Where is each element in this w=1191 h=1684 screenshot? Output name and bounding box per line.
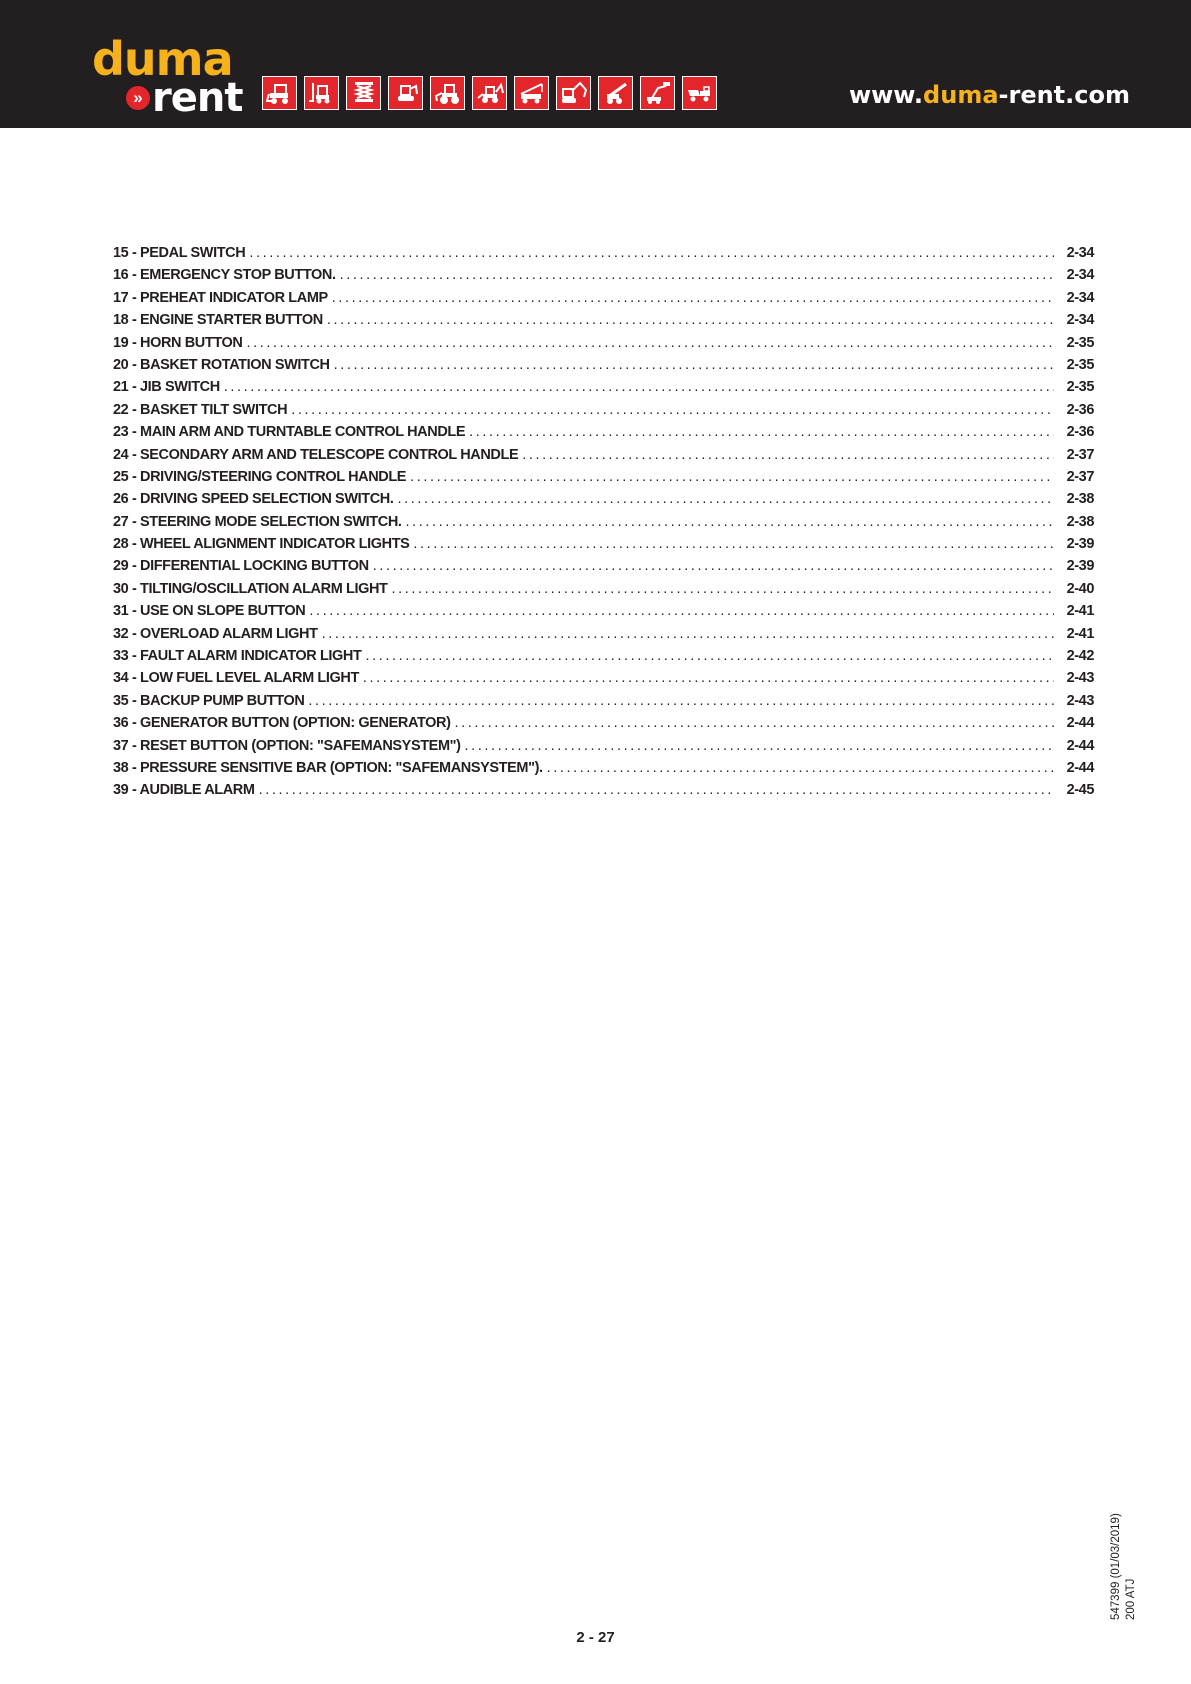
url-prefix: www. xyxy=(848,81,924,109)
page-number: 2 - 27 xyxy=(576,1629,615,1646)
toc-dot-leader xyxy=(327,309,1054,331)
toc-entry-title: 17 - PREHEAT INDICATOR LAMP xyxy=(113,289,328,306)
toc-dot-leader xyxy=(334,354,1054,376)
toc-entry-page: 2-41 xyxy=(1066,603,1094,620)
toc-entry-page: 2-35 xyxy=(1066,379,1094,396)
page-header xyxy=(0,0,1191,128)
excavator-icon xyxy=(556,76,591,110)
logo-rent-text: rent xyxy=(152,75,243,121)
toc-dot-leader xyxy=(397,488,1054,510)
toc-entry[interactable] xyxy=(113,376,1094,398)
toc-entry-title: 33 - FAULT ALARM INDICATOR LIGHT xyxy=(113,648,362,665)
toc-entry-page: 2-39 xyxy=(1066,558,1094,575)
toc-dot-leader xyxy=(410,466,1054,488)
toc-entry-title: 28 - WHEEL ALIGNMENT INDICATOR LIGHTS xyxy=(113,536,410,553)
doc-ref-line: 547399 (01/03/2019) xyxy=(1110,1513,1122,1620)
toc-entry-page: 2-36 xyxy=(1066,424,1094,441)
toc-entry-page: 2-34 xyxy=(1066,245,1094,261)
mini-excavator-icon xyxy=(388,76,423,110)
model-ref-line: 200 ATJ xyxy=(1125,1578,1137,1620)
telehandler-icon xyxy=(598,76,633,110)
toc-dot-leader xyxy=(413,533,1054,555)
toc-entry-title: 27 - STEERING MODE SELECTION SWITCH. xyxy=(113,513,402,530)
toc-entry[interactable] xyxy=(113,757,1094,779)
toc-entry-title: 16 - EMERGENCY STOP BUTTON. xyxy=(113,267,336,284)
toc-entry[interactable] xyxy=(113,511,1094,533)
toc-entry-page: 2-35 xyxy=(1066,334,1094,351)
toc-entry-title: 21 - JIB SWITCH xyxy=(113,379,220,396)
toc-dot-leader xyxy=(547,757,1054,779)
toc-entry-title: 37 - RESET BUTTON (OPTION: "SAFEMANSYSTEM") xyxy=(113,737,461,754)
toc-entry[interactable] xyxy=(113,690,1094,712)
toc-entry-page: 2-44 xyxy=(1066,759,1094,776)
toc-entry-page: 2-38 xyxy=(1066,513,1094,530)
toc-entry-title: 24 - SECONDARY ARM AND TELESCOPE CONTROL HANDLE xyxy=(113,446,519,463)
toc-entry-page: 2-44 xyxy=(1066,737,1094,754)
toc-dot-leader xyxy=(392,578,1054,600)
toc-dot-leader xyxy=(332,287,1054,309)
toc-entry[interactable] xyxy=(113,466,1094,488)
boom-lift-icon xyxy=(640,76,675,110)
table-of-contents xyxy=(113,242,1094,802)
toc-dot-leader xyxy=(522,444,1054,466)
toc-entry-page: 2-37 xyxy=(1066,446,1094,463)
toc-entry-page: 2-43 xyxy=(1066,692,1094,709)
backhoe-icon xyxy=(472,76,507,110)
toc-entry[interactable] xyxy=(113,645,1094,667)
toc-entry-title: 29 - DIFFERENTIAL LOCKING BUTTON xyxy=(113,558,369,575)
toc-entry[interactable] xyxy=(113,712,1094,734)
toc-entry[interactable] xyxy=(113,332,1094,354)
toc-entry[interactable] xyxy=(113,354,1094,376)
toc-dot-leader xyxy=(308,690,1054,712)
toc-entry-title: 35 - BACKUP PUMP BUTTON xyxy=(113,692,305,709)
toc-entry-title: 36 - GENERATOR BUTTON (OPTION: GENERATOR) xyxy=(113,715,451,732)
wheel-loader-icon xyxy=(430,76,465,110)
toc-dot-leader xyxy=(469,421,1054,443)
toc-entry-title: 39 - AUDIBLE ALARM xyxy=(113,782,255,799)
toc-entry-page: 2-34 xyxy=(1066,267,1094,284)
toc-entry-title: 31 - USE ON SLOPE BUTTON xyxy=(113,603,306,620)
toc-dot-leader xyxy=(322,623,1054,645)
toc-entry-title: 34 - LOW FUEL LEVEL ALARM LIGHT xyxy=(113,670,359,687)
logo-chevron-icon: » xyxy=(126,86,150,110)
toc-entry-title: 26 - DRIVING SPEED SELECTION SWITCH. xyxy=(113,491,394,508)
toc-entry-title: 19 - HORN BUTTON xyxy=(113,334,243,351)
dumper-icon xyxy=(682,76,717,110)
toc-entry-title: 22 - BASKET TILT SWITCH xyxy=(113,401,288,418)
url-suffix: -rent.com xyxy=(998,81,1130,109)
toc-entry-title: 38 - PRESSURE SENSITIVE BAR (OPTION: "SAFEMANSYSTEM"). xyxy=(113,759,543,776)
toc-entry[interactable] xyxy=(113,555,1094,577)
toc-entry-page: 2-37 xyxy=(1066,468,1094,485)
toc-entry-page: 2-44 xyxy=(1066,715,1094,732)
logo-duma-text: duma xyxy=(92,32,233,86)
document-reference xyxy=(1109,1513,1139,1620)
toc-entry-page: 2-35 xyxy=(1066,356,1094,373)
toc-dot-leader xyxy=(249,242,1054,264)
url-highlight: duma xyxy=(923,81,999,109)
toc-entry-page: 2-41 xyxy=(1066,625,1094,642)
duma-rent-logo[interactable] xyxy=(92,32,243,121)
toc-dot-leader xyxy=(246,332,1054,354)
toc-entry[interactable] xyxy=(113,600,1094,622)
toc-entry-page: 2-38 xyxy=(1066,491,1094,508)
toc-dot-leader xyxy=(465,735,1054,757)
toc-entry-page: 2-43 xyxy=(1066,670,1094,687)
toc-dot-leader xyxy=(455,712,1054,734)
toc-entry[interactable] xyxy=(113,421,1094,443)
truck-crane-icon xyxy=(514,76,549,110)
toc-dot-leader xyxy=(309,600,1054,622)
toc-entry-title: 18 - ENGINE STARTER BUTTON xyxy=(113,312,323,329)
toc-entry[interactable] xyxy=(113,735,1094,757)
toc-entry[interactable] xyxy=(113,578,1094,600)
scissor-lift-icon xyxy=(346,76,381,110)
toc-entry[interactable] xyxy=(113,399,1094,421)
toc-entry-page: 2-45 xyxy=(1066,782,1094,799)
toc-dot-leader xyxy=(373,555,1054,577)
toc-dot-leader xyxy=(259,779,1054,801)
toc-entry[interactable] xyxy=(113,264,1094,286)
logo-rent-row xyxy=(126,75,243,121)
toc-entry[interactable] xyxy=(113,533,1094,555)
toc-dot-leader xyxy=(406,511,1054,533)
compact-loader-icon xyxy=(262,76,297,110)
toc-dot-leader xyxy=(365,645,1054,667)
toc-entry-page: 2-42 xyxy=(1066,648,1094,665)
toc-entry-page: 2-39 xyxy=(1066,536,1094,553)
toc-dot-leader xyxy=(340,264,1054,286)
toc-entry-page: 2-34 xyxy=(1066,289,1094,306)
toc-entry[interactable] xyxy=(113,667,1094,689)
toc-entry-page: 2-34 xyxy=(1066,312,1094,329)
toc-entry[interactable] xyxy=(113,779,1094,801)
forklift-icon xyxy=(304,76,339,110)
toc-dot-leader xyxy=(363,667,1054,689)
toc-entry-title: 20 - BASKET ROTATION SWITCH xyxy=(113,356,330,373)
toc-entry[interactable] xyxy=(113,242,1094,264)
toc-entry[interactable] xyxy=(113,444,1094,466)
toc-entry-title: 32 - OVERLOAD ALARM LIGHT xyxy=(113,625,318,642)
equipment-icon-strip xyxy=(262,76,717,110)
toc-entry-page: 2-40 xyxy=(1066,580,1094,597)
toc-entry[interactable] xyxy=(113,309,1094,331)
toc-entry[interactable] xyxy=(113,623,1094,645)
toc-entry-title: 25 - DRIVING/STEERING CONTROL HANDLE xyxy=(113,468,407,485)
toc-entry-title: 30 - TILTING/OSCILLATION ALARM LIGHT xyxy=(113,580,388,597)
toc-entry[interactable] xyxy=(113,287,1094,309)
toc-entry-page: 2-36 xyxy=(1066,401,1094,418)
toc-dot-leader xyxy=(224,376,1054,398)
toc-entry[interactable] xyxy=(113,488,1094,510)
toc-entry-title: 15 - PEDAL SWITCH xyxy=(113,245,246,261)
toc-dot-leader xyxy=(291,399,1054,421)
website-url[interactable] xyxy=(849,80,1130,110)
toc-entry-title: 23 - MAIN ARM AND TURNTABLE CONTROL HANDLE xyxy=(113,424,466,441)
